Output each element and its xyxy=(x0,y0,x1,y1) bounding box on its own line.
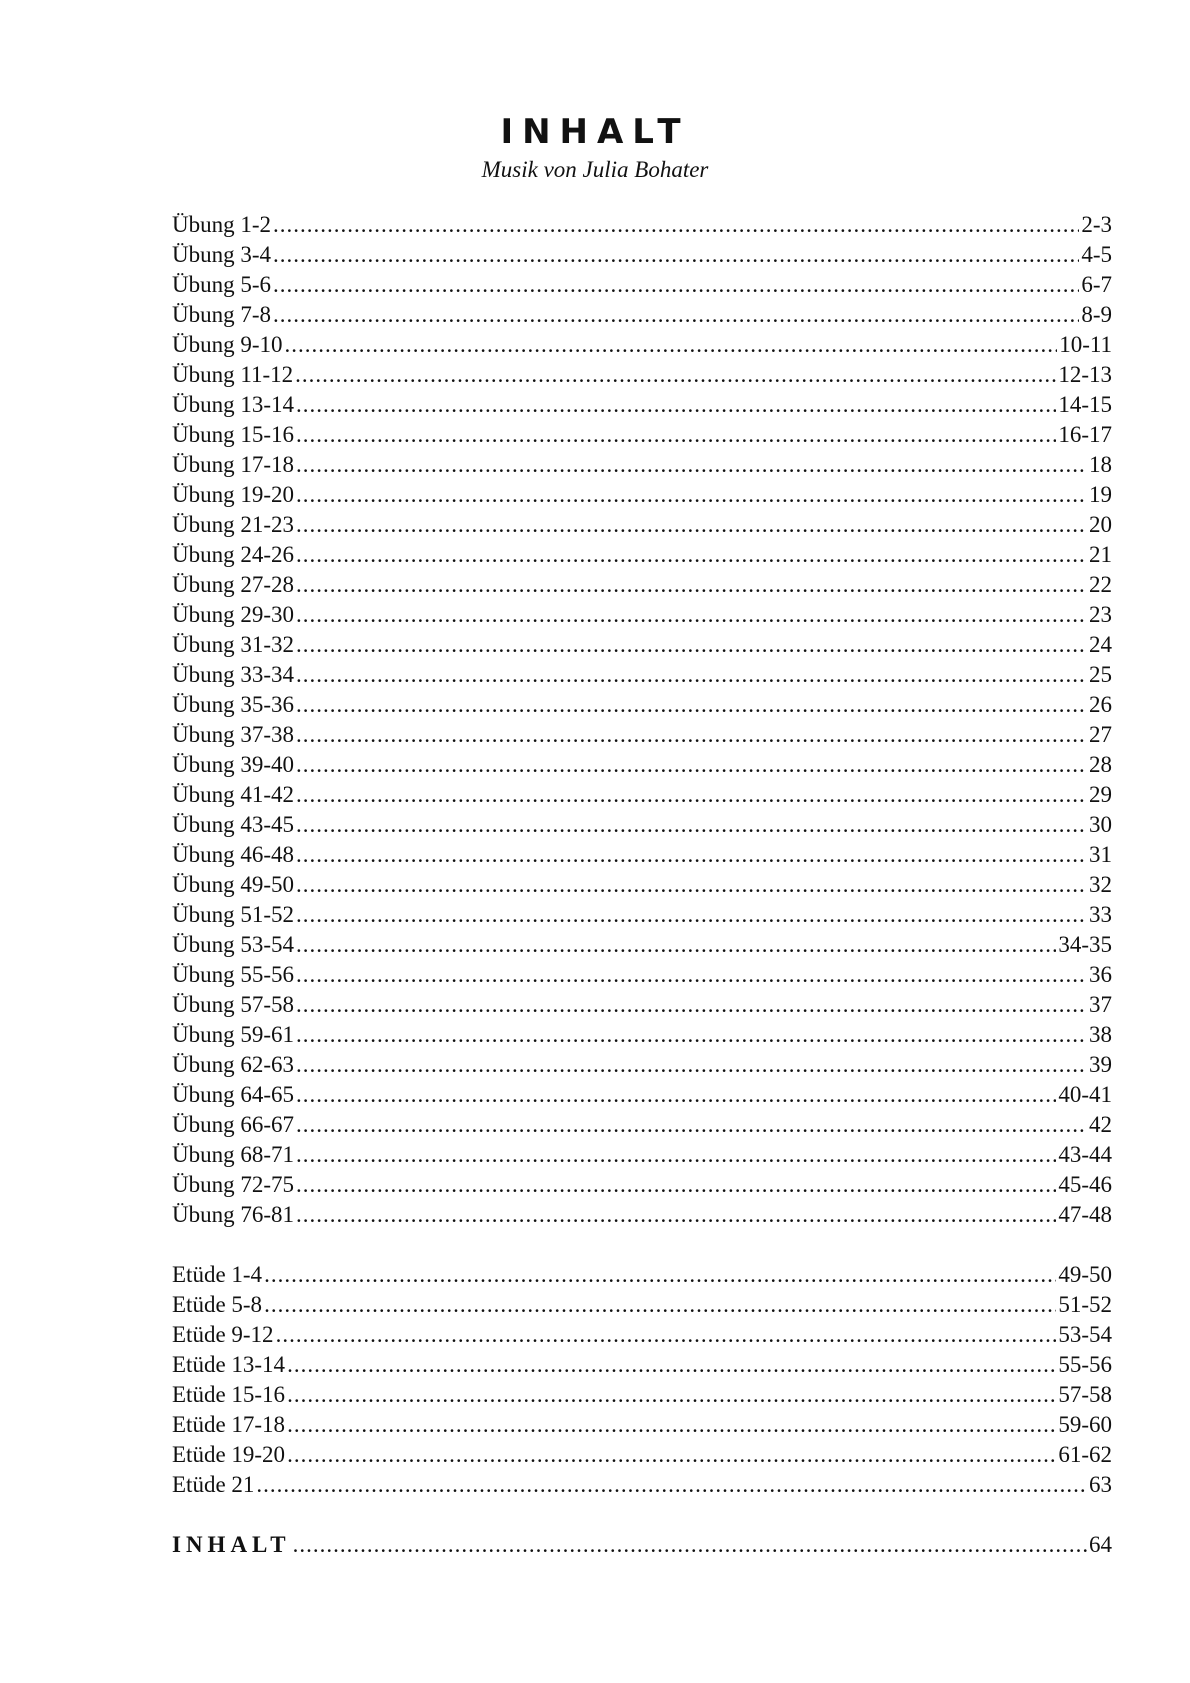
toc-entry-page: 59-60 xyxy=(1058,1412,1112,1437)
toc-leader-dots xyxy=(296,480,1087,510)
toc-leader-dots xyxy=(296,660,1087,690)
toc-leader-dots xyxy=(296,990,1087,1020)
toc-entry-label: Übung 68-71 xyxy=(172,1142,295,1167)
toc-leader-dots xyxy=(296,1050,1087,1080)
toc-entry-page: 12-13 xyxy=(1058,362,1112,387)
toc-etuede-entry[interactable] xyxy=(172,1380,1112,1410)
toc-leader-dots xyxy=(296,1080,1056,1110)
table-of-contents xyxy=(172,210,1112,1560)
toc-entry-label: Übung 31-32 xyxy=(172,632,295,657)
toc-entry-page: 33 xyxy=(1089,902,1112,927)
toc-entry-label: Übung 7-8 xyxy=(172,302,272,327)
toc-uebung-entry[interactable] xyxy=(172,660,1112,690)
toc-uebung-entry[interactable] xyxy=(172,690,1112,720)
toc-uebung-entry[interactable] xyxy=(172,450,1112,480)
toc-entry-page: 22 xyxy=(1089,572,1112,597)
toc-leader-dots xyxy=(287,1350,1056,1380)
toc-entry-label: Übung 29-30 xyxy=(172,602,295,627)
toc-entry-page: 42 xyxy=(1089,1112,1112,1137)
toc-leader-dots xyxy=(276,1320,1057,1350)
toc-leader-dots xyxy=(296,420,1056,450)
toc-entry-label: Übung 1-2 xyxy=(172,212,272,237)
toc-entry-page: 6-7 xyxy=(1081,272,1112,297)
toc-entry-label: Übung 15-16 xyxy=(172,422,295,447)
toc-entry-page: 43-44 xyxy=(1058,1142,1112,1167)
toc-entry-page: 30 xyxy=(1089,812,1112,837)
toc-entry-page: 49-50 xyxy=(1058,1262,1112,1287)
toc-group-etueden xyxy=(172,1260,1112,1500)
toc-entry-label: Übung 11-12 xyxy=(172,362,294,387)
toc-group-uebungen xyxy=(172,210,1112,1230)
toc-entry-label: Übung 64-65 xyxy=(172,1082,295,1107)
toc-uebung-entry[interactable] xyxy=(172,630,1112,660)
toc-uebung-entry[interactable] xyxy=(172,570,1112,600)
toc-entry-label: Übung 19-20 xyxy=(172,482,295,507)
toc-uebung-entry[interactable] xyxy=(172,330,1112,360)
toc-entry-label: Etüde 21 xyxy=(172,1472,255,1497)
toc-entry-label: Übung 33-34 xyxy=(172,662,295,687)
toc-leader-dots xyxy=(296,780,1087,810)
toc-entry-label: Etüde 9-12 xyxy=(172,1322,274,1347)
toc-entry-page: 34-35 xyxy=(1058,932,1112,957)
toc-entry-label: Übung 66-67 xyxy=(172,1112,295,1137)
toc-entry-label: Übung 76-81 xyxy=(172,1202,295,1227)
toc-entry-label: Übung 27-28 xyxy=(172,572,295,597)
toc-uebung-entry[interactable] xyxy=(172,240,1112,270)
toc-entry-label: Übung 3-4 xyxy=(172,242,272,267)
toc-uebung-entry[interactable] xyxy=(172,780,1112,810)
toc-entry-label: Übung 51-52 xyxy=(172,902,295,927)
toc-entry-label: Übung 9-10 xyxy=(172,332,283,357)
toc-uebung-entry[interactable] xyxy=(172,390,1112,420)
toc-entry-page: 31 xyxy=(1089,842,1112,867)
toc-leader-dots xyxy=(273,270,1079,300)
toc-leader-dots xyxy=(273,240,1079,270)
toc-entry-page: 19 xyxy=(1089,482,1112,507)
toc-entry-label: Etüde 5-8 xyxy=(172,1292,263,1317)
toc-etuede-entry[interactable] xyxy=(172,1410,1112,1440)
toc-uebung-entry[interactable] xyxy=(172,990,1112,1020)
toc-etuede-entry[interactable] xyxy=(172,1440,1112,1470)
toc-entry-label: Etüde 13-14 xyxy=(172,1352,286,1377)
toc-leader-dots xyxy=(296,840,1087,870)
toc-entry-page: 14-15 xyxy=(1058,392,1112,417)
toc-entry-page: 26 xyxy=(1089,692,1112,717)
toc-entry-page: 10-11 xyxy=(1059,332,1112,357)
toc-leader-dots xyxy=(296,1140,1056,1170)
toc-uebung-entry[interactable] xyxy=(172,600,1112,630)
toc-leader-dots xyxy=(264,1290,1056,1320)
toc-entry-page: 27 xyxy=(1089,722,1112,747)
toc-uebung-entry[interactable] xyxy=(172,540,1112,570)
toc-uebung-entry[interactable] xyxy=(172,1080,1112,1110)
toc-entry-label: Übung 57-58 xyxy=(172,992,295,1017)
toc-uebung-entry[interactable] xyxy=(172,720,1112,750)
toc-entry-label: Übung 49-50 xyxy=(172,872,295,897)
toc-entry-page: 29 xyxy=(1089,782,1112,807)
toc-uebung-entry[interactable] xyxy=(172,480,1112,510)
toc-entry-label: Übung 53-54 xyxy=(172,932,295,957)
toc-etuede-entry[interactable] xyxy=(172,1290,1112,1320)
toc-uebung-entry[interactable] xyxy=(172,360,1112,390)
toc-leader-dots xyxy=(296,930,1056,960)
toc-entry-label: Übung 55-56 xyxy=(172,962,295,987)
toc-leader-dots xyxy=(296,570,1087,600)
toc-entry-page: 39 xyxy=(1089,1052,1112,1077)
toc-leader-dots xyxy=(287,1380,1056,1410)
toc-leader-dots xyxy=(296,1020,1087,1050)
toc-leader-dots xyxy=(296,510,1087,540)
toc-entry-label: Übung 46-48 xyxy=(172,842,295,867)
toc-leader-dots xyxy=(285,330,1058,360)
toc-leader-dots xyxy=(296,1110,1087,1140)
toc-entry-label: Übung 62-63 xyxy=(172,1052,295,1077)
toc-etuede-entry[interactable] xyxy=(172,1320,1112,1350)
toc-entry-label: Übung 39-40 xyxy=(172,752,295,777)
toc-group-final xyxy=(172,1530,1112,1560)
toc-entry-page: 55-56 xyxy=(1058,1352,1112,1377)
toc-uebung-entry[interactable] xyxy=(172,420,1112,450)
toc-entry-page: 8-9 xyxy=(1081,302,1112,327)
toc-entry-label: Übung 24-26 xyxy=(172,542,295,567)
toc-entry-page: 36 xyxy=(1089,962,1112,987)
toc-etuede-entry[interactable] xyxy=(172,1470,1112,1500)
toc-entry-page: 63 xyxy=(1089,1472,1112,1497)
toc-entry-label: Übung 17-18 xyxy=(172,452,295,477)
toc-leader-dots xyxy=(296,750,1087,780)
toc-entry-label: Übung 5-6 xyxy=(172,272,272,297)
toc-uebung-entry[interactable] xyxy=(172,960,1112,990)
toc-entry-label: Übung 43-45 xyxy=(172,812,295,837)
toc-leader-dots xyxy=(296,390,1056,420)
toc-entry-label: Etüde 19-20 xyxy=(172,1442,286,1467)
toc-leader-dots xyxy=(296,960,1087,990)
toc-leader-dots xyxy=(296,810,1087,840)
toc-entry-page: 64 xyxy=(1089,1532,1112,1557)
toc-entry-page: 16-17 xyxy=(1058,422,1112,447)
page-subtitle: Musik von Julia Bohater xyxy=(481,157,709,182)
toc-entry-label: Übung 59-61 xyxy=(172,1022,295,1047)
toc-entry-page: 53-54 xyxy=(1058,1322,1112,1347)
toc-entry-page: 20 xyxy=(1089,512,1112,537)
toc-uebung-entry[interactable] xyxy=(172,1170,1112,1200)
toc-uebung-entry[interactable] xyxy=(172,270,1112,300)
toc-entry-page: 51-52 xyxy=(1058,1292,1112,1317)
toc-leader-dots xyxy=(296,1170,1056,1200)
toc-entry-label: Übung 21-23 xyxy=(172,512,295,537)
toc-entry-page: 25 xyxy=(1089,662,1112,687)
toc-entry-page: 40-41 xyxy=(1058,1082,1112,1107)
toc-entry-page: 2-3 xyxy=(1081,212,1112,237)
toc-leader-dots xyxy=(295,360,1056,390)
toc-entry-page: 28 xyxy=(1089,752,1112,777)
toc-leader-dots xyxy=(296,1200,1056,1230)
toc-leader-dots xyxy=(296,450,1087,480)
toc-uebung-entry[interactable] xyxy=(172,1110,1112,1140)
toc-entry-label: Übung 37-38 xyxy=(172,722,295,747)
toc-leader-dots xyxy=(296,870,1087,900)
toc-leader-dots xyxy=(273,210,1079,240)
toc-entry-page: 23 xyxy=(1089,602,1112,627)
toc-uebung-entry[interactable] xyxy=(172,1140,1112,1170)
toc-uebung-entry[interactable] xyxy=(172,1050,1112,1080)
toc-entry-label: Übung 35-36 xyxy=(172,692,295,717)
toc-entry-page: 4-5 xyxy=(1081,242,1112,267)
toc-entry-page: 57-58 xyxy=(1058,1382,1112,1407)
toc-entry-page: 18 xyxy=(1089,452,1112,477)
toc-entry-page: 61-62 xyxy=(1058,1442,1112,1467)
toc-uebung-entry[interactable] xyxy=(172,750,1112,780)
toc-uebung-entry[interactable] xyxy=(172,810,1112,840)
toc-leader-dots xyxy=(293,1530,1087,1560)
toc-leader-dots xyxy=(296,900,1087,930)
toc-entry-label: INHALT xyxy=(172,1532,291,1557)
toc-uebung-entry[interactable] xyxy=(172,1020,1112,1050)
toc-uebung-entry[interactable] xyxy=(172,210,1112,240)
toc-leader-dots xyxy=(296,720,1087,750)
toc-entry-page: 21 xyxy=(1089,542,1112,567)
toc-leader-dots xyxy=(296,690,1087,720)
toc-uebung-entry[interactable] xyxy=(172,930,1112,960)
toc-uebung-entry[interactable] xyxy=(172,870,1112,900)
toc-entry-page: 47-48 xyxy=(1058,1202,1112,1227)
toc-leader-dots xyxy=(287,1410,1056,1440)
toc-uebung-entry[interactable] xyxy=(172,900,1112,930)
toc-etuede-entry[interactable] xyxy=(172,1260,1112,1290)
toc-leader-dots xyxy=(296,630,1087,660)
toc-entry-label: Etüde 1-4 xyxy=(172,1262,263,1287)
toc-uebung-entry[interactable] xyxy=(172,840,1112,870)
toc-leader-dots xyxy=(264,1260,1056,1290)
toc-entry-page: 32 xyxy=(1089,872,1112,897)
toc-entry-page: 45-46 xyxy=(1058,1172,1112,1197)
toc-entry-label: Etüde 17-18 xyxy=(172,1412,286,1437)
toc-leader-dots xyxy=(296,600,1087,630)
toc-leader-dots xyxy=(296,540,1087,570)
toc-entry-page: 24 xyxy=(1089,632,1112,657)
toc-uebung-entry[interactable] xyxy=(172,300,1112,330)
toc-entry-label: Etüde 15-16 xyxy=(172,1382,286,1407)
toc-leader-dots xyxy=(287,1440,1056,1470)
toc-leader-dots xyxy=(256,1470,1087,1500)
toc-etuede-entry[interactable] xyxy=(172,1350,1112,1380)
toc-entry-label: Übung 41-42 xyxy=(172,782,295,807)
toc-entry-label: Übung 13-14 xyxy=(172,392,295,417)
toc-entry-label: Übung 72-75 xyxy=(172,1172,295,1197)
toc-entry-page: 37 xyxy=(1089,992,1112,1017)
toc-entry-page: 38 xyxy=(1089,1022,1112,1047)
page-title: INHALT xyxy=(500,112,690,152)
toc-leader-dots xyxy=(273,300,1079,330)
toc-uebung-entry[interactable] xyxy=(172,1200,1112,1230)
toc-uebung-entry[interactable] xyxy=(172,510,1112,540)
toc-entry-inhalt[interactable] xyxy=(172,1530,1112,1560)
